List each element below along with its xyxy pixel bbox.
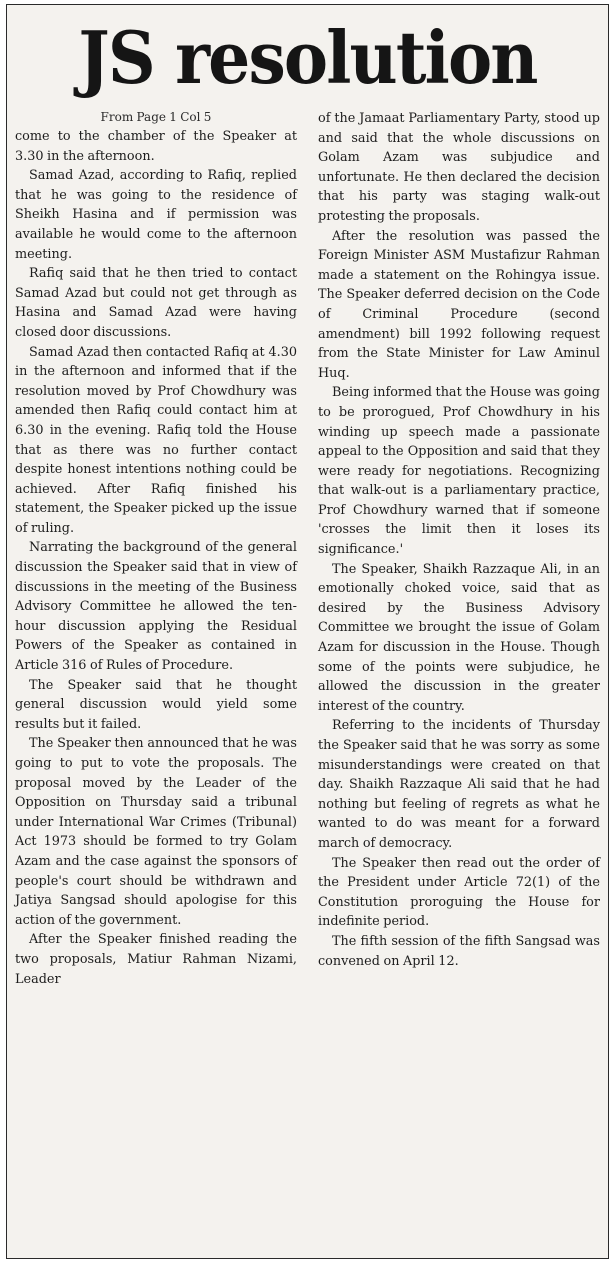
column-left: [15, 109, 297, 1254]
paragraph: The Speaker, Shaikh Razzaque Ali, in an emotionally choked voice, said that as desired by the Business Advisory Committee we brought the issue of Golam Azam for discussion in the House. Though some of the points were subjudice, he allowed the discussion in the greater interest of the country.: [318, 561, 600, 714]
paragraph: After the Speaker finished reading the two proposals, Matiur Rahman Nizami, Leader: [15, 932, 297, 987]
paragraph: Narrating the background of the general discussion the Speaker said that in view of discussions in the meeting of the Business Advisory Committee he allowed the ten-hour discussion applying the Residual Powers of the Speaker as contained in Article 316 of Rules of Procedure.: [15, 540, 297, 674]
paragraph: Referring to the incidents of Thursday the Speaker said that he was sorry as some misunderstandings were created on that day. Shaikh Razzaque Ali said that he had nothing but feeling of regrets as what he wanted to do was meant for a forward march of democracy.: [318, 718, 600, 851]
jump-line: From Page 1 Col 5: [100, 110, 212, 124]
paragraph: Being informed that the House was going to be prorogued, Prof Chowdhury in his winding up speech made a passionate appeal to the Opposition and said that they were ready for negotiations. Recognizing that walk-out is a parliamentary practice, Prof Chowdhury warned that if someone 'crosses the limit then it loses its significance.': [318, 385, 600, 558]
headline: JS resolution: [78, 15, 537, 100]
paragraph: Samad Azad, according to Rafiq, replied that he was going to the residence of Sheikh Hasina and if permission was available he would come to the afternoon meeting.: [15, 168, 297, 262]
paragraph: The fifth session of the fifth Sangsad was convened on April 12.: [318, 933, 600, 969]
paragraph: come to the chamber of the Speaker at 3.30 in the afternoon.: [15, 129, 297, 164]
article-columns: [15, 109, 600, 1254]
paragraph: After the resolution was passed the Foreign Minister ASM Mustafizur Rahman made a statement on the Rohingya issue. The Speaker deferred decision on the Code of Criminal Procedure (second amendment) bill 1992 following request from the State Minister for Law Aminul Huq.: [318, 228, 600, 381]
column-right: [318, 109, 600, 1254]
newspaper-clipping: [6, 4, 609, 1259]
paragraph: Samad Azad then contacted Rafiq at 4.30 in the afternoon and informed that if the resolution moved by Prof Chowdhury was amended then Rafiq could contact him at 6.30 in the evening. Rafiq told the House that as there was no further contact despite honest intentions nothing could be achieved. After Rafiq finished his statement, the Speaker picked up the issue of ruling.: [15, 344, 297, 536]
paragraph: The Speaker said that he thought general discussion would yield some results but it failed.: [15, 677, 297, 732]
paragraph: of the Jamaat Parliamentary Party, stood up and said that the whole discussions on Golam Azam was subjudice and unfortunate. He then declared the decision that his party was staging walk-out protesting the proposals.: [318, 111, 600, 224]
paragraph: The Speaker then read out the order of the President under Article 72(1) of the Constitution proroguing the House for indefinite period.: [318, 855, 600, 930]
paragraph: The Speaker then announced that he was going to put to vote the proposals. The proposal moved by the Leader of the Opposition on Thursday said a tribunal under International War Crimes (Tribunal) Act 1973 should be formed to try Golam Azam and the case against the sponsors of people's court should be withdrawn and Jatiya Sangsad should apologise for this action of the government.: [15, 736, 297, 928]
paragraph: Rafiq said that he then tried to contact Samad Azad but could not get through as Hasina and Samad Azad were having closed door discussions.: [15, 266, 297, 340]
